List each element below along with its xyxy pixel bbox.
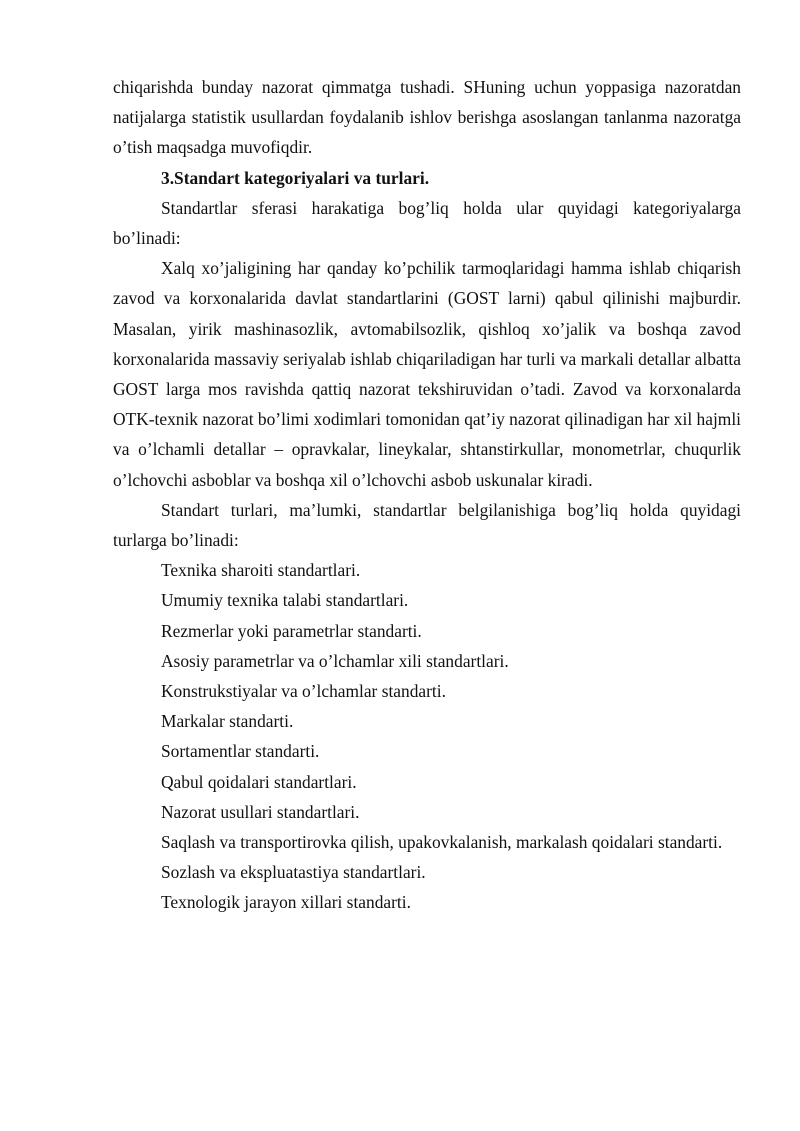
standard-type-item: Sortamentlar standarti.	[161, 741, 320, 762]
standard-type-item: Texnologik jarayon xillari standarti.	[161, 892, 411, 913]
standard-type-item: Asosiy parametrlar va o’lchamlar xili standartlari.	[161, 650, 509, 671]
standard-type-item: Markalar standarti.	[161, 711, 294, 732]
standard-type-item: Rezmerlar yoki parametrlar standarti.	[161, 620, 422, 641]
standard-type-item: Nazorat usullari standartlari.	[161, 801, 360, 822]
document-body	[113, 72, 741, 918]
standard-type-item: Qabul qoidalari standartlari.	[161, 771, 357, 792]
standard-type-item: Saqlash va transportirovka qilish, upakovkalanish, markalash qoidalari standarti.	[161, 832, 723, 853]
standard-type-item: Konstrukstiyalar va o’lchamlar standarti.	[161, 681, 446, 702]
paragraph-types: Standart turlari, ma’lumki, standartlar belgilanishiga bog’liq holda quyidagi turlarga bo’linadi:	[113, 499, 741, 551]
standard-type-item: Sozlash va ekspluatastiya standartlari.	[161, 862, 426, 883]
paragraph-continuation: chiqarishda bunday nazorat qimmatga tushadi. SHuning uchun yoppasiga nazoratdan natijalarga statistik usullardan foydalanib ishlov berishga asoslangan tanlanma nazoratga o’tish maqsadga muvofiqdir.	[113, 77, 741, 158]
standard-types-list	[113, 555, 741, 917]
paragraph-categories: Standartlar sferasi harakatiga bog’liq holda ular quyidagi kategoriyalarga bo’linadi:	[113, 197, 741, 249]
standard-type-item: Umumiy texnika talabi standartlari.	[161, 590, 409, 611]
paragraph-gost: Xalq xo’jaligining har qanday ko’pchilik tarmoqlaridagi hamma ishlab chiqarish zavod va korxonalarida davlat standartlarini (GOST larni) qabul qilinishi majburdir. Masalan, yirik mashinasozlik, avtomabilsozlik, qishloq xo’jalik va boshqa zavod korxonalarida massaviy seriyalab ishlab chiqariladigan har turli va markali detallar albatta GOST larga mos ravishda qattiq nazorat tekshiruvidan o’tadi. Zavod va korxonalarda OTK-texnik nazorat bo’limi xodimlari tomonidan qat’iy nazorat qilinadigan har xil hajmli va o’lchamli detallar – opravkalar, lineykalar, shtanstirkullar, monometrlar, chuqurlik o’lchovchi asboblar va boshqa xil o’lchovchi asbob uskunalar kiradi.	[113, 258, 741, 490]
standard-type-item: Texnika sharoiti standartlari.	[161, 560, 361, 581]
section-heading: 3.Standart kategoriyalari va turlari.	[161, 167, 430, 188]
